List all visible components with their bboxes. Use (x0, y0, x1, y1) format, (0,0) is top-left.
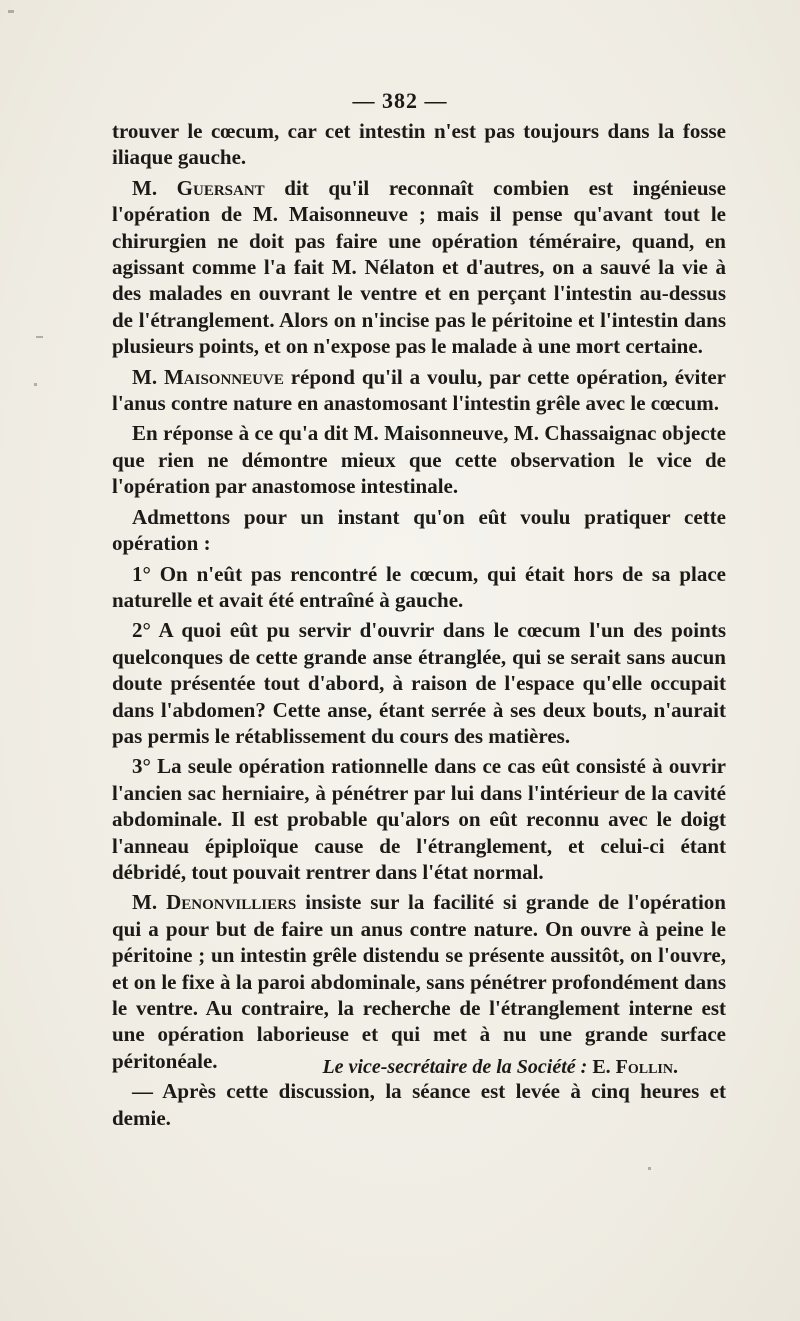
signature-name: E. Follin. (592, 1056, 678, 1078)
paragraph (112, 1078, 726, 1131)
signature-line (0, 1056, 678, 1079)
paragraph-text: En réponse à ce qu'a dit M. Maisonneuve, M. Chassaignac objecte que rien ne démontre mieux que cette observation le vice de l'opération par anastomose intestinale. (112, 421, 726, 499)
paragraph-text: 1° On n'eût pas rencontré le cœcum, qui était hors de sa place naturelle et avait été entraîné à gauche. (112, 561, 726, 612)
signature-role: Le vice-secrétaire de la Société : (322, 1056, 588, 1078)
paragraph (112, 617, 726, 749)
paragraph-text: 2° A quoi eût pu servir d'ouvrir dans le cœcum l'un des points quelconques de cette grande anse étranglée, qui se serait sans aucun doute présentée tout d'abord, à raison de l'espace qu'elle occupait dans l'abdomen? Cette anse, étant serrée à ses deux bouts, n'aurait pas permis le rétablissement du cours des matières. (112, 618, 726, 748)
speaker-name: M. Maisonneuve (132, 364, 284, 389)
speaker-name: M. Guersant (132, 175, 265, 200)
paragraph (112, 175, 726, 360)
body-text (112, 118, 726, 1135)
scan-speck (34, 383, 37, 386)
paragraph-text: répond qu'il a voulu, par cette opération, éviter l'anus contre nature en anastomosant l'intestin grêle avec le cœcum. (112, 364, 726, 416)
paragraph (112, 364, 726, 417)
paragraph (112, 561, 726, 614)
paragraph (112, 889, 726, 1074)
paragraph-text: — Après cette discussion, la séance est levée à cinq heures et demie. (112, 1079, 726, 1130)
page-number: — 382 — (352, 88, 448, 113)
scan-speck (648, 1167, 651, 1170)
paragraph-text: trouver le cœcum, car cet intestin n'est pas toujours dans la fosse iliaque gauche. (112, 119, 726, 170)
paragraph (112, 504, 726, 557)
paragraph-text: insiste sur la facilité si grande de l'opération qui a pour but de faire un anus contre nature. On ouvre à peine le péritoine ; un intestin grêle distendu se présente aussitôt, on l'ouvre, et on le fixe à la paroi abdominale, sans pénétrer profondément dans le ventre. Au contraire, la recherche de l'étranglement interne est une opération laborieuse et qui met à nu une grande surface péritonéale. (112, 890, 726, 1073)
paragraph-text: 3° La seule opération rationnelle dans ce cas eût consisté à ouvrir l'ancien sac herniaire, à pénétrer par lui dans l'intérieur de la cavité abdominale. Il est probable qu'alors on eût reconnu avec le doigt l'anneau épiploïque cause de l'étranglement, et celui-ci étant débridé, tout pouvait rentrer dans l'état normal. (112, 754, 726, 884)
paragraph-text: dit qu'il reconnaît combien est ingénieuse l'opération de M. Maisonneuve ; mais il pense qu'avant tout le chirurgien ne doit pas faire une opération téméraire, quand, en agissant comme l'a fait M. Nélaton et d'autres, on a sauvé la vie à des malades en ouvrant le ventre et en perçant l'intestin au-dessus de l'étranglement. Alors on n'incise pas le péritoine et l'intestin dans plusieurs points, et on n'expose pas le malade à une mort certaine. (112, 175, 727, 359)
paragraph (112, 753, 726, 885)
paragraph-text: Admettons pour un instant qu'on eût voulu pratiquer cette opération : (112, 504, 726, 556)
scan-speck (36, 336, 43, 338)
scan-speck (8, 10, 14, 13)
paragraph (112, 118, 726, 171)
speaker-name: M. Denonvilliers (132, 890, 297, 915)
paragraph (112, 420, 726, 499)
